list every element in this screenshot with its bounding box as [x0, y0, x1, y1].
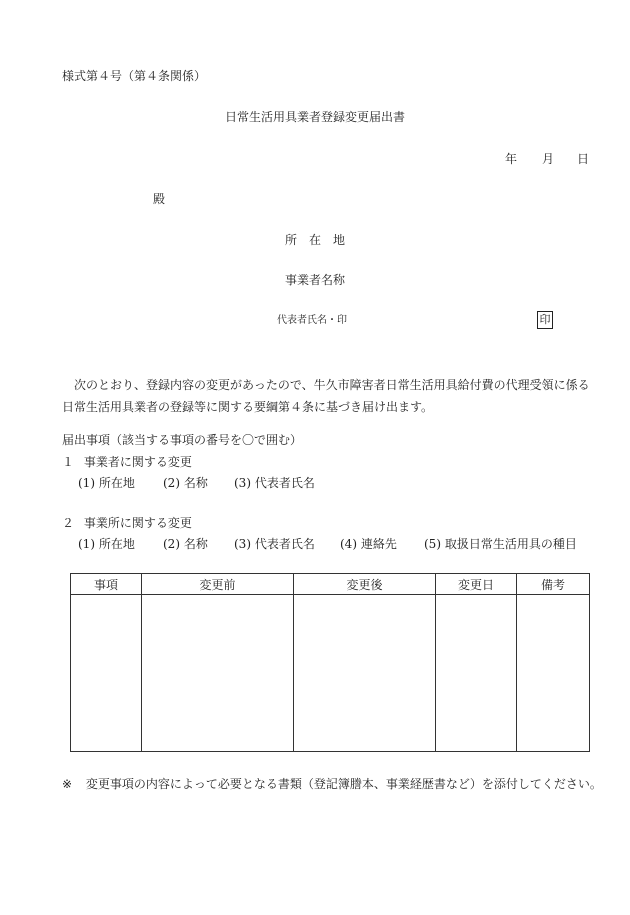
date-year: 年	[505, 152, 518, 166]
cell-before[interactable]	[142, 595, 294, 752]
header-date: 変更日	[436, 574, 517, 595]
addressee-suffix: 殿	[153, 192, 166, 206]
header-remarks: 備考	[517, 574, 590, 595]
section-2-option-5: (5) 取扱日常生活用具の種目	[424, 537, 577, 551]
section-2-option-2: (2) 名称	[163, 537, 208, 551]
seal-box: 印	[537, 311, 553, 329]
cell-after[interactable]	[294, 595, 436, 752]
table-header-row	[71, 574, 590, 595]
document-title: 日常生活用具業者登録変更届出書	[225, 110, 406, 124]
section-1-option-1: (1) 所在地	[78, 476, 135, 490]
section-2-number: ２	[62, 516, 75, 530]
notification-heading: 届出事項（該当する事項の番号を〇で囲む）	[62, 433, 303, 447]
representative-label: 代表者氏名・印	[277, 315, 347, 326]
section-1-heading	[62, 454, 192, 470]
cell-date[interactable]	[436, 595, 517, 752]
address-label: 所 在 地	[285, 233, 346, 247]
section-2-option-4: (4) 連絡先	[340, 537, 397, 551]
section-1-number: １	[62, 455, 75, 469]
section-2-title: 事業所に関する変更	[83, 516, 192, 530]
header-item: 事項	[71, 574, 142, 595]
date-day: 日	[577, 152, 590, 166]
date-line	[505, 151, 590, 167]
section-2-heading	[62, 515, 192, 531]
section-1-option-2: (2) 名称	[163, 476, 208, 490]
header-before: 変更前	[142, 574, 294, 595]
body-paragraph: 次のとおり、登録内容の変更があったので、牛久市障害者日常生活用具給付費の代理受領に係る日常生活用具業者の登録等に関する要綱第４条に基づき届け出ます。	[62, 378, 590, 414]
section-2-option-3: (3) 代表者氏名	[234, 537, 315, 551]
cell-remarks[interactable]	[517, 595, 590, 752]
header-after: 変更後	[294, 574, 436, 595]
section-1-title: 事業者に関する変更	[83, 455, 192, 469]
form-number: 様式第４号（第４条関係）	[62, 69, 207, 83]
section-2-option-1: (1) 所在地	[78, 537, 135, 551]
change-table	[70, 573, 590, 752]
section-1-option-3: (3) 代表者氏名	[234, 476, 315, 490]
footnote-mark: ※	[62, 777, 73, 791]
date-month: 月	[542, 152, 555, 166]
footnote-text: 変更事項の内容によって必要となる書類（登記簿謄本、事業経歴書など）を添付してください。	[85, 777, 602, 791]
footnote	[62, 776, 602, 792]
table-row	[71, 595, 590, 752]
cell-item[interactable]	[71, 595, 142, 752]
business-name-label: 事業者名称	[285, 273, 346, 287]
